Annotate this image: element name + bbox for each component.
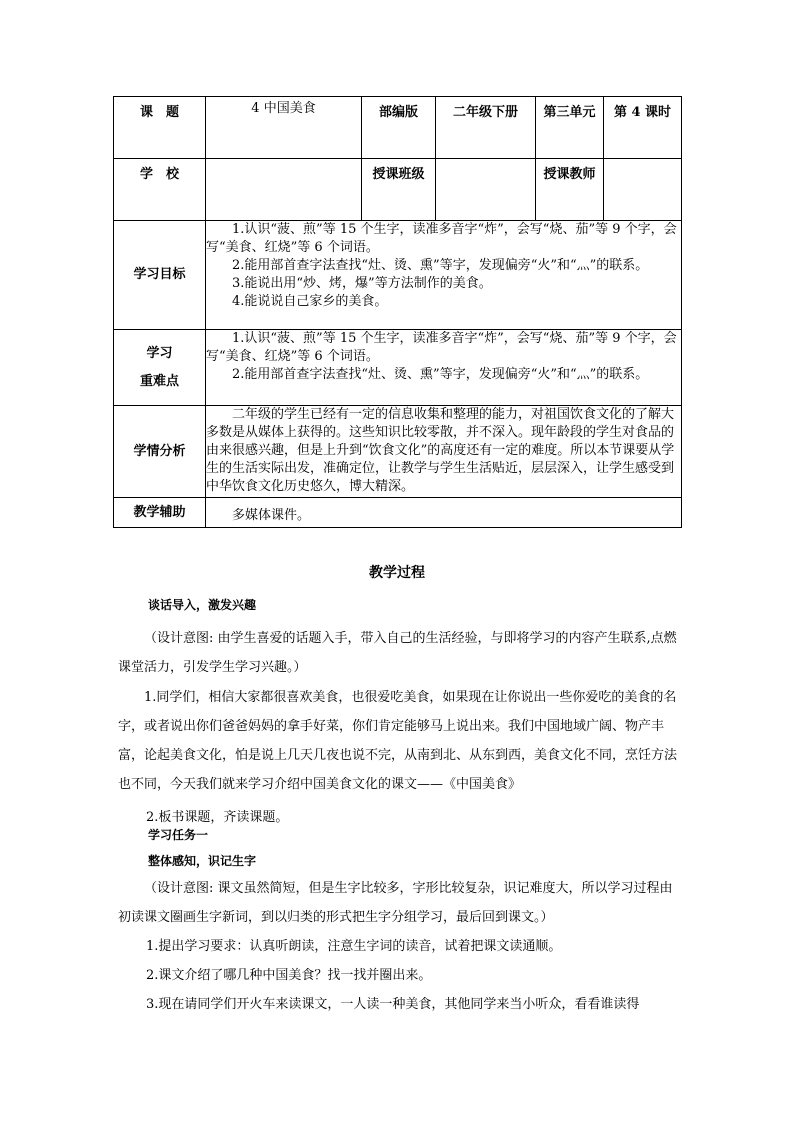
key-points-label-line: 学习	[146, 345, 173, 361]
edition-value: 部编版	[362, 97, 436, 159]
task1-intent	[118, 874, 678, 932]
goal-item: 1.认识“菠、煎”等 15 个生字，读准多音字“炸”，会写“烧、茄”等 9 个字，会写“美食、红烧”等 6 个词语。	[206, 222, 677, 255]
key-points-label	[114, 330, 206, 406]
analysis-text: 二年级的学生已经有一定的信息收集和整理的能力，对祖国饮食文化的了解大多数是从媒体上获得的。这些知识比较零散，并不深入。现年龄段的学生对食品的由来很感兴趣，但是上升到“饮食文化”的高度还有一定的难度。所以本节课要从学生的生活实际出发，准确定位，让教学与学生生活贴近，层层深入，让学生感受到中华饮食文化历史悠久，博大精深。	[206, 407, 675, 494]
section-title: 教学过程	[369, 565, 425, 581]
task1-step-2: 2.课文介绍了哪几种中国美食？找一找并圈出来。	[146, 968, 432, 983]
goals-content	[206, 221, 682, 330]
intro-intent-text: （设计意图: 由学生喜爱的话题入手，带入自己的生活经验，与即将学习的内容产生联系,点燃课堂活力，引发学生学习兴趣。）	[118, 631, 677, 675]
task1-intent-text: （设计意图: 课文虽然简短，但是生字比较多，字形比较复杂，识记难度大，所以学习过程由初读课文圈画生字新词，到以归类的形式把生字分组学习，最后回到课文。）	[118, 881, 673, 925]
topic-label: 课 题	[114, 97, 206, 159]
goals-label: 学习目标	[114, 221, 206, 330]
table-row	[114, 221, 682, 330]
school-value	[206, 159, 362, 221]
unit-value: 第三单元	[536, 97, 604, 159]
topic-value: 4 中国美食	[206, 97, 362, 159]
teacher-label: 授课教师	[536, 159, 604, 221]
class-value	[436, 159, 536, 221]
teacher-value	[604, 159, 682, 221]
key-points-label-line: 重难点	[139, 373, 179, 389]
table-row	[114, 159, 682, 221]
key-points-content	[206, 330, 682, 406]
analysis-label: 学情分析	[114, 406, 206, 498]
key-point-item: 2.能用部首查字法查找“灶、烫、熏”等字，发现偏旁“火”和“灬”的联系。	[232, 367, 649, 382]
table-row	[114, 330, 682, 406]
grade-value: 二年级下册	[436, 97, 536, 159]
school-label: 学 校	[114, 159, 206, 221]
task1-step-1: 1.提出学习要求：认真听朗读，注意生字词的读音，试着把课文读通顺。	[146, 939, 562, 954]
lesson-value: 第 4 课时	[604, 97, 682, 159]
table-row	[114, 406, 682, 498]
analysis-content	[206, 406, 682, 498]
goal-item: 2.能用部首查字法查找“灶、烫、熏”等字，发现偏旁“火”和“灬”的联系。	[232, 258, 649, 273]
task1-heading: 学习任务一	[148, 828, 209, 842]
class-label: 授课班级	[362, 159, 436, 221]
task1-subheading: 整体感知，识记生字	[148, 854, 257, 868]
goal-item: 4.能说说自己家乡的美食。	[232, 294, 388, 309]
intro-paragraph-text: 1.同学们，相信大家都很喜欢美食，也很爱吃美食，如果现在让你说出一些你爱吃的美食的名字，或者说出你们爸爸妈妈的拿手好菜，你们肯定能够马上说出来。我们中国地域广阔、物产丰富，论起美食文化，怕是说上几天几夜也说不完，从南到北、从东到西，美食文化不同，烹饪方法也不同，今天我们就来学习介绍中国美食文化的课文——《中国美食》	[118, 690, 678, 792]
aids-text: 多媒体课件。	[232, 507, 311, 523]
goal-item: 3.能说出用“炒、烤，爆”等方法制作的美食。	[232, 276, 492, 291]
intro-heading: 谈话导入，激发兴趣	[148, 598, 257, 612]
intro-step-2: 2.板书课题，齐读课题。	[146, 810, 289, 825]
aids-content	[206, 498, 682, 528]
task1-step-3: 3.现在请同学们开火车来读课文，一人读一种美食，其他同学来当小听众，看看谁读得	[146, 997, 640, 1012]
lesson-info-table	[113, 96, 682, 528]
table-row	[114, 498, 682, 528]
table-row	[114, 97, 682, 159]
aids-label: 教学辅助	[114, 498, 206, 528]
key-point-item: 1.认识“菠、煎”等 15 个生字，读准多音字“炸”，会写“烧、茄”等 9 个字，会写“美食、红烧”等 6 个词语。	[206, 331, 677, 364]
intro-paragraph	[118, 683, 678, 799]
intro-intent	[118, 624, 678, 682]
